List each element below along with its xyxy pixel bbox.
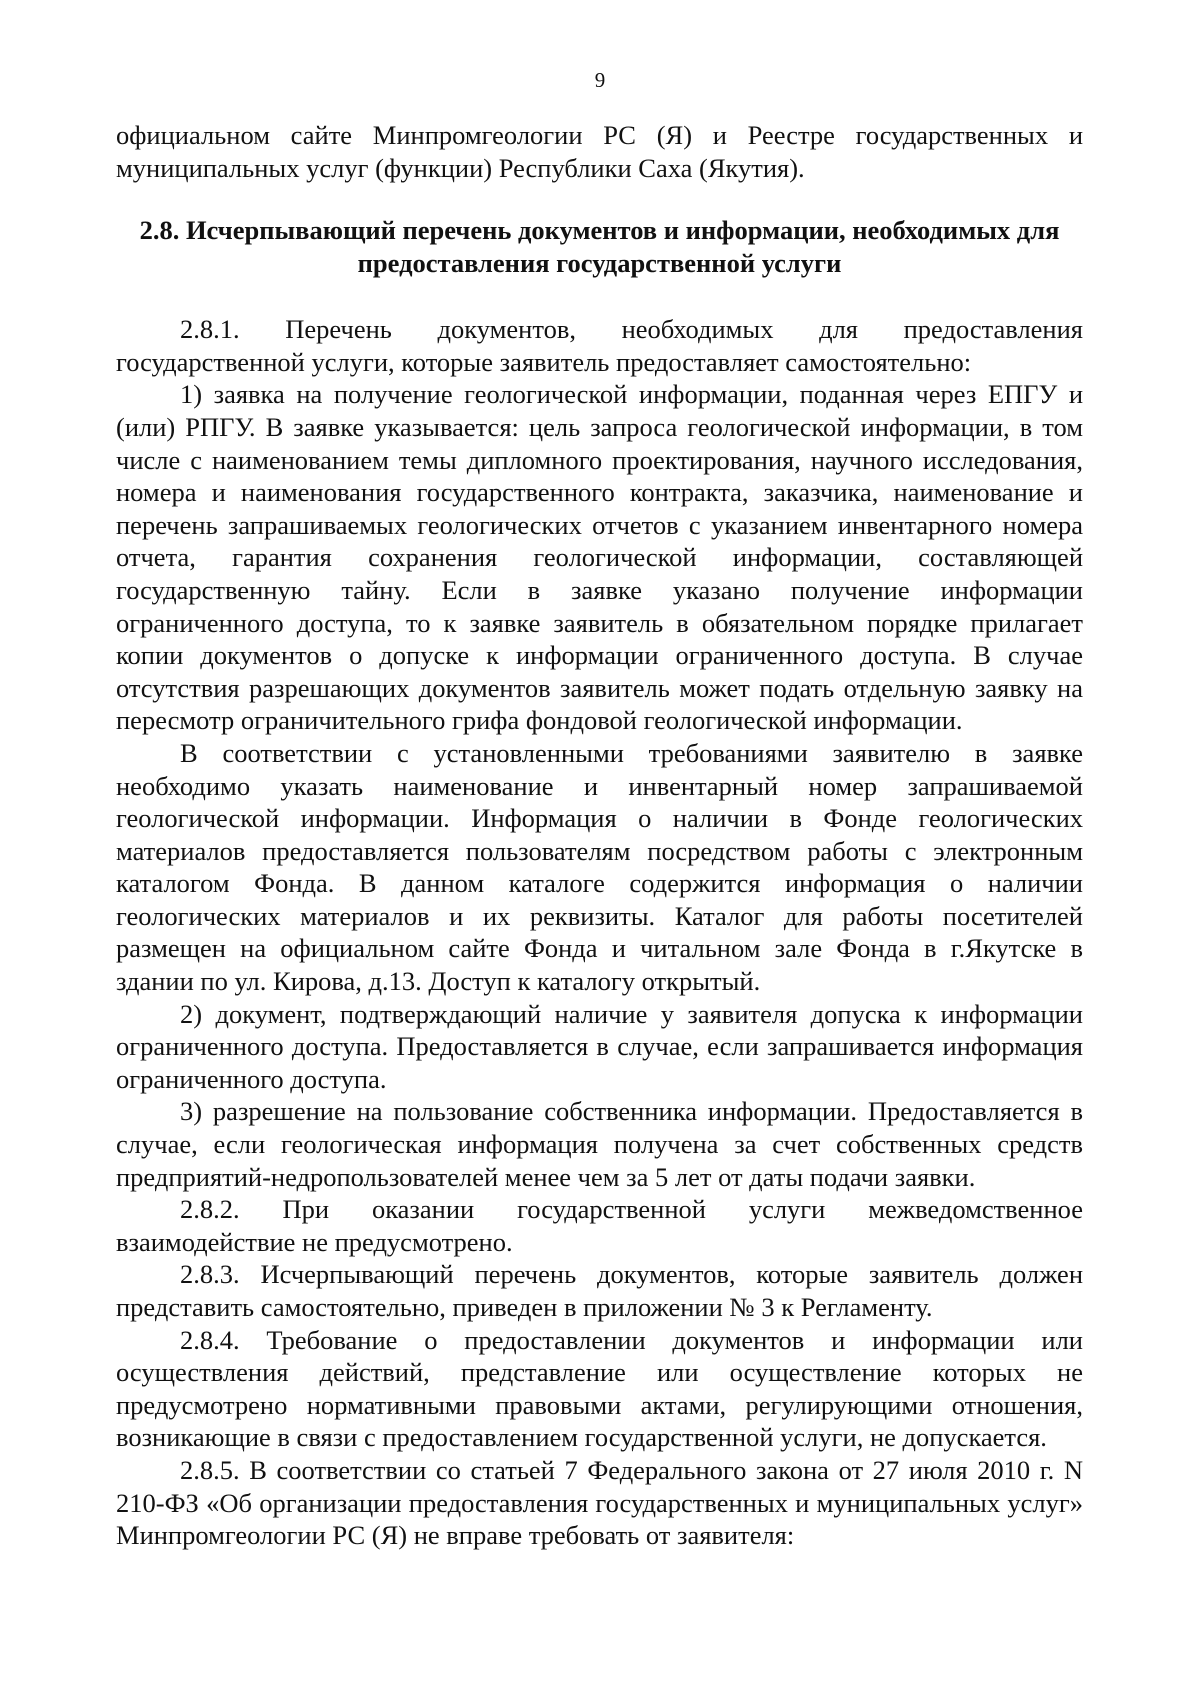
document-body: [116, 119, 1083, 1552]
paragraph-2-8-4: 2.8.4. Требование о предоставлении документов и информации или осуществления действий, представление или осуществление которых не предусмотрено нормативными правовыми актами, регулирующими отношения, возникающие в связи с предоставлением государственной услуги, не допускается.: [116, 1324, 1083, 1453]
intro-paragraph: официальном сайте Минпромгеологии РС (Я) и Реестре государственных и муниципальных услуг (функции) Республики Саха (Якутия).: [116, 120, 1083, 183]
paragraph-2-8-3: 2.8.3. Исчерпывающий перечень документов, которые заявитель должен представить самостоятельно, приведен в приложении № 3 к Регламенту.: [116, 1259, 1083, 1322]
paragraph-2-8-2: 2.8.2. При оказании государственной услуги межведомственное взаимодействие не предусмотрено.: [116, 1194, 1083, 1257]
paragraph-item-2: 2) документ, подтверждающий наличие у заявителя допуска к информации ограниченного доступа. Предоставляется в случае, если запрашивается информация ограниченного доступа.: [116, 998, 1083, 1094]
paragraph-item-1: 1) заявка на получение геологической информации, поданная через ЕПГУ и (или) РПГУ. В заявке указывается: цель запроса геологической информации, в том числе с наименованием темы дипломного проектирования, научного исследования, номера и наименования государственного контракта, заказчика, наименование и перечень запрашиваемых геологических отчетов с указанием инвентарного номера отчета, гарантия сохранения геологической информации, составляющей государственную тайну. Если в заявке указано получение информации ограниченного доступа, то к заявке заявитель в обязательном порядке прилагает копии документов о допуске к информации ограниченного доступа. В случае отсутствия разрешающих документов заявитель может подать отдельную заявку на пересмотр ограничительного грифа фондовой геологической информации.: [116, 379, 1083, 736]
paragraph-catalog: В соответствии с установленными требованиями заявителю в заявке необходимо указать наименование и инвентарный номер запрашиваемой геологической информации. Информация о наличии в Фонде геологических материалов предоставляется пользователям посредством работы с электронным каталогом Фонда. В данном каталоге содержится информация о наличии геологических материалов и их реквизиты. Каталог для работы посетителей размещен на официальном сайте Фонда и читальном зале Фонда в г.Якутске в здании по ул. Кирова, д.13. Доступ к каталогу открытый.: [116, 737, 1083, 997]
page-number: 9: [594, 68, 606, 92]
section-heading: 2.8. Исчерпывающий перечень документов и информации, необходимых для предоставления государственной услуги: [139, 215, 1060, 279]
paragraph-2-8-1: 2.8.1. Перечень документов, необходимых для предоставления государственной услуги, которые заявитель предоставляет самостоятельно:: [116, 314, 1083, 377]
paragraph-2-8-5: 2.8.5. В соответствии со статьей 7 Федерального закона от 27 июля 2010 г. N 210-ФЗ «Об организации предоставления государственных и муниципальных услуг» Минпромгеологии РС (Я) не вправе требовать от заявителя:: [116, 1454, 1083, 1551]
paragraph-item-3: 3) разрешение на пользование собственника информации. Предоставляется в случае, если геологическая информация получена за счет собственных средств предприятий-недропользователей менее чем за 5 лет от даты подачи заявки.: [116, 1096, 1083, 1192]
